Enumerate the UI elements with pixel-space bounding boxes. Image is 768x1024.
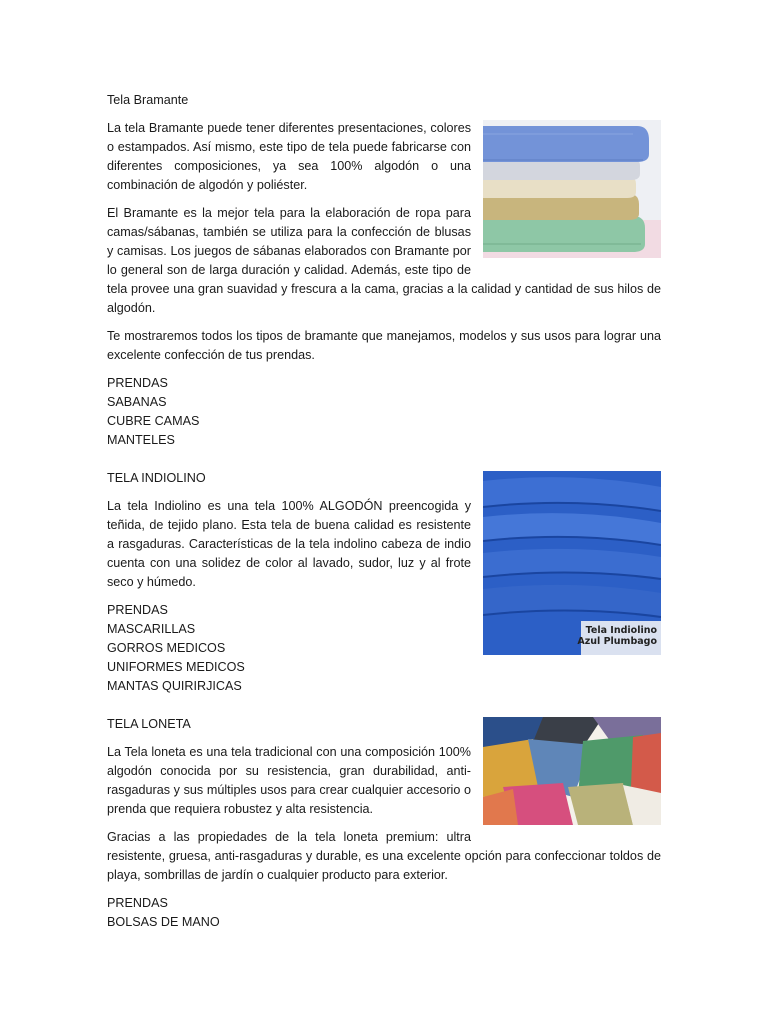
section-bramante [107, 91, 661, 459]
paragraph: La tela Indiolino es una tela 100% ALGODÓN preencogida y teñida, de tejido plano. Esta tela de buena calidad es resistente a rasgaduras. Características de la tela indolino cabeza de indio cuenta con una solidez de color al lavado, sudor, luz y al frote seco y húmedo. [107, 499, 471, 589]
paragraph: Te mostraremos todos los tipos de bramante que manejamos, modelos y sus usos para lograr una excelente confección de tus prendas. [107, 329, 661, 362]
list-item: CUBRE CAMAS [107, 414, 200, 428]
list-item: MANTAS QUIRIRJICAS [107, 679, 242, 693]
paragraph: La Tela loneta es una tela tradicional con una composición 100% algodón conocida por su resistencia, gran durabilidad, anti-rasgaduras y sus múltiples usos para crear cualquier accesorio o prenda que requiera robustez y alta resistencia. [107, 745, 471, 816]
paragraph: El Bramante es la mejor tela para la elaboración de ropa para camas/sábanas, también se utiliza para la confección de blusas y camisas. Los juegos de sábanas elaborados con Bramante por lo general son de larga duración y calidad. Además, este tipo de tela provee una gran suavidad y frescura a la cama, gracias a la calidad y cantidad de sus hilos de algodón. [107, 206, 661, 315]
section-indiolino [107, 469, 661, 705]
section-loneta [107, 715, 661, 941]
garment-list [107, 894, 661, 932]
section-title: Tela Bramante [107, 93, 189, 107]
list-item: BOLSAS DE MANO [107, 915, 220, 929]
list-item: MANTELES [107, 433, 175, 447]
garment-list [107, 374, 661, 450]
list-item: SABANAS [107, 395, 167, 409]
section-title: TELA INDIOLINO [107, 471, 206, 485]
list-item: MASCARILLAS [107, 622, 196, 636]
stacked-bramante-fabric-photo [483, 120, 661, 258]
list-item: UNIFORMES MEDICOS [107, 660, 245, 674]
list-item: PRENDAS [107, 603, 168, 617]
list-item: PRENDAS [107, 376, 168, 390]
paragraph: Gracias a las propiedades de la tela loneta premium: ultra resistente, gruesa, anti-rasgaduras y durable, es una excelente opción para confeccionar toldos de playa, sombrillas de jardín o cualquier producto para exterior. [107, 830, 661, 882]
image-caption: Tela Indiolino [585, 625, 657, 636]
indiolino-fabric-photo [483, 471, 661, 655]
document-page [107, 91, 661, 941]
list-item: PRENDAS [107, 896, 168, 910]
paragraph: La tela Bramante puede tener diferentes presentaciones, colores o estampados. Así mismo, este tipo de tela puede fabricarse con diferentes composiciones, ya sea 100% algodón o una combinación de algodón y poliéster. [107, 121, 471, 192]
loneta-fabric-swatches-photo [483, 717, 661, 825]
image-caption: Azul Plumbago [577, 636, 657, 647]
section-title: TELA LONETA [107, 717, 191, 731]
list-item: GORROS MEDICOS [107, 641, 226, 655]
